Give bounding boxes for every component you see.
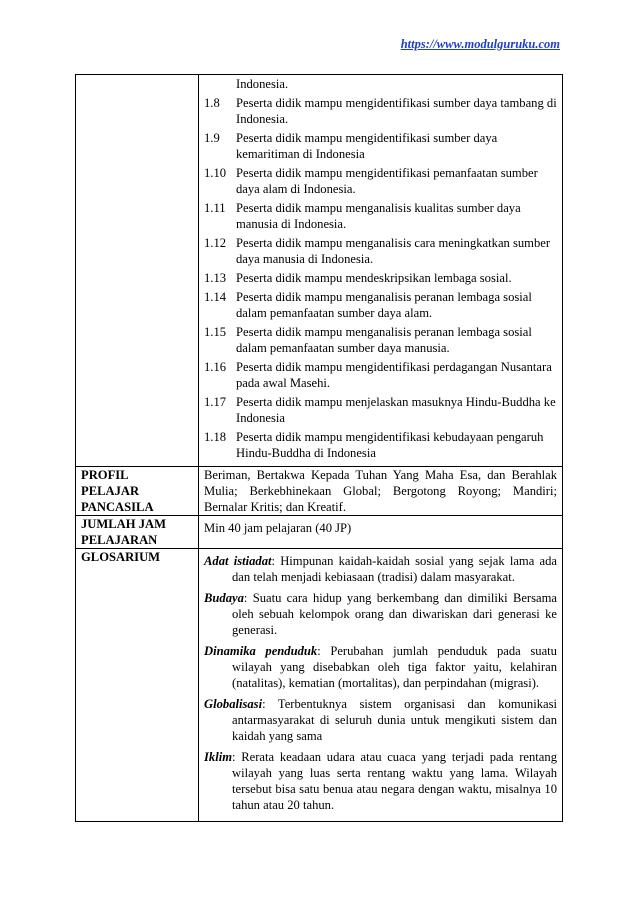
module-table: [75, 74, 563, 822]
objective-text: Peserta didik mampu mengidentifikasi sumber daya kemaritiman di Indonesia: [236, 131, 498, 161]
objective-text: Peserta didik mampu menganalisis kualitas sumber daya manusia di Indonesia.: [236, 201, 521, 231]
glossary-term: Dinamika penduduk: [204, 644, 318, 658]
objective-item: [204, 394, 557, 426]
profil-label-line: PELAJAR: [81, 484, 140, 498]
objective-number: 1.14: [204, 290, 227, 304]
objectives-label-cell: [76, 75, 199, 467]
glossary-definition: : Rerata keadaan udara atau cuaca yang terjadi pada rentang wilayah yang luas serta rentang waktu yang lama. Wilayah tersebut bisa satu benua atau negara dengan waktu, misalnya 10 tahun atau 20 tahun.: [232, 750, 557, 812]
jam-label: [76, 516, 199, 549]
objective-number: 1.15: [204, 325, 227, 339]
objective-item: [204, 270, 557, 286]
objective-item: [204, 289, 557, 321]
glossary-entry: [204, 696, 557, 744]
objective-item: [204, 235, 557, 267]
objective-text: Peserta didik mampu menjelaskan masuknya Hindu-Buddha ke Indonesia: [236, 395, 556, 425]
objective-item: [204, 324, 557, 356]
glossary-list: [204, 553, 557, 813]
glossary-term: Adat istiadat: [204, 554, 272, 568]
jam-label-line: JUMLAH JAM: [81, 517, 166, 531]
objective-number: 1.11: [204, 201, 226, 215]
objective-item: [204, 200, 557, 232]
objectives-list: [204, 95, 557, 461]
profil-label-line: PANCASILA: [81, 500, 154, 514]
glossary-term: Iklim: [204, 750, 232, 764]
objective-text: Peserta didik mampu mengidentifikasi kebudayaan pengaruh Hindu-Buddha di Indonesia: [236, 430, 544, 460]
objective-number: 1.18: [204, 430, 227, 444]
jam-label-line: PELAJARAN: [81, 533, 158, 547]
profil-label: [76, 467, 199, 516]
website-link[interactable]: https://www.modulguruku.com: [400, 37, 560, 51]
glossary-entry: [204, 553, 557, 585]
glossary-term: Globalisasi: [204, 697, 263, 711]
objective-number: 1.12: [204, 236, 227, 250]
objective-number: 1.13: [204, 271, 227, 285]
objective-text: Peserta didik mampu mengidentifikasi sumber daya tambang di Indonesia.: [236, 96, 557, 126]
profil-text: Beriman, Bertakwa Kepada Tuhan Yang Maha Esa, dan Berahlak Mulia; Berkebhinekaan Global; Bergotong Royong; Mandiri; Bernalar Kritis; dan Kreatif.: [199, 467, 563, 516]
objective-text: Peserta didik mampu mengidentifikasi perdagangan Nusantara pada awal Masehi.: [236, 360, 552, 390]
objective-item: [204, 165, 557, 197]
glossary-entry: [204, 590, 557, 638]
objective-number: 1.9: [204, 131, 220, 145]
glossary-definition: : Himpunan kaidah-kaidah sosial yang sejak lama ada dan telah menjadi kebiasaan (tradisi) dalam masyarakat.: [232, 554, 557, 584]
glossary-entry: [204, 643, 557, 691]
objective-item: [204, 429, 557, 461]
objective-item: [204, 359, 557, 391]
glosarium-label: GLOSARIUM: [76, 549, 199, 822]
glosarium-cell: [199, 549, 563, 822]
glossary-definition: : Terbentuknya sistem organisasi dan komunikasi antarmasyarakat di seluruh dunia untuk mengikuti sistem dan kaidah yang sama: [232, 697, 557, 743]
objective-number: 1.16: [204, 360, 227, 374]
objective-text: Peserta didik mampu menganalisis cara meningkatkan sumber daya manusia di Indonesia.: [236, 236, 551, 266]
objective-item: [204, 130, 557, 162]
objectives-row: [76, 75, 563, 467]
objective-text: Peserta didik mampu menganalisis peranan lembaga sosial dalam pemanfaatan sumber daya alam.: [236, 290, 532, 320]
objective-text: Peserta didik mampu mengidentifikasi pemanfaatan sumber daya alam di Indonesia.: [236, 166, 538, 196]
glosarium-row: [76, 549, 563, 822]
glossary-term: Budaya: [204, 591, 244, 605]
objective-continuation: Indonesia.: [236, 77, 289, 91]
objective-text: Peserta didik mampu menganalisis peranan lembaga sosial dalam pemanfaatan sumber daya manusia.: [236, 325, 532, 355]
profil-row: [76, 467, 563, 516]
objective-number: 1.10: [204, 166, 227, 180]
objective-number: 1.17: [204, 395, 227, 409]
profil-label-line: PROFIL: [81, 468, 129, 482]
glossary-definition: : Suatu cara hidup yang berkembang dan dimiliki Bersama oleh sebuah kelompok orang dan diwariskan dari generasi ke generasi.: [232, 591, 557, 637]
glossary-entry: [204, 749, 557, 813]
objective-text: Peserta didik mampu mendeskripsikan lembaga sosial.: [236, 271, 512, 285]
objectives-cell: [199, 75, 563, 467]
objective-item: [204, 95, 557, 127]
objective-number: 1.8: [204, 96, 220, 110]
jam-row: [76, 516, 563, 549]
jam-text: Min 40 jam pelajaran (40 JP): [199, 516, 563, 549]
glossary-definition: : Perubahan jumlah penduduk pada suatu wilayah yang disebabkan oleh tiga faktor yaitu, kelahiran (natalitas), kematian (mortalitas), dan perpindahan (migrasi).: [232, 644, 557, 690]
